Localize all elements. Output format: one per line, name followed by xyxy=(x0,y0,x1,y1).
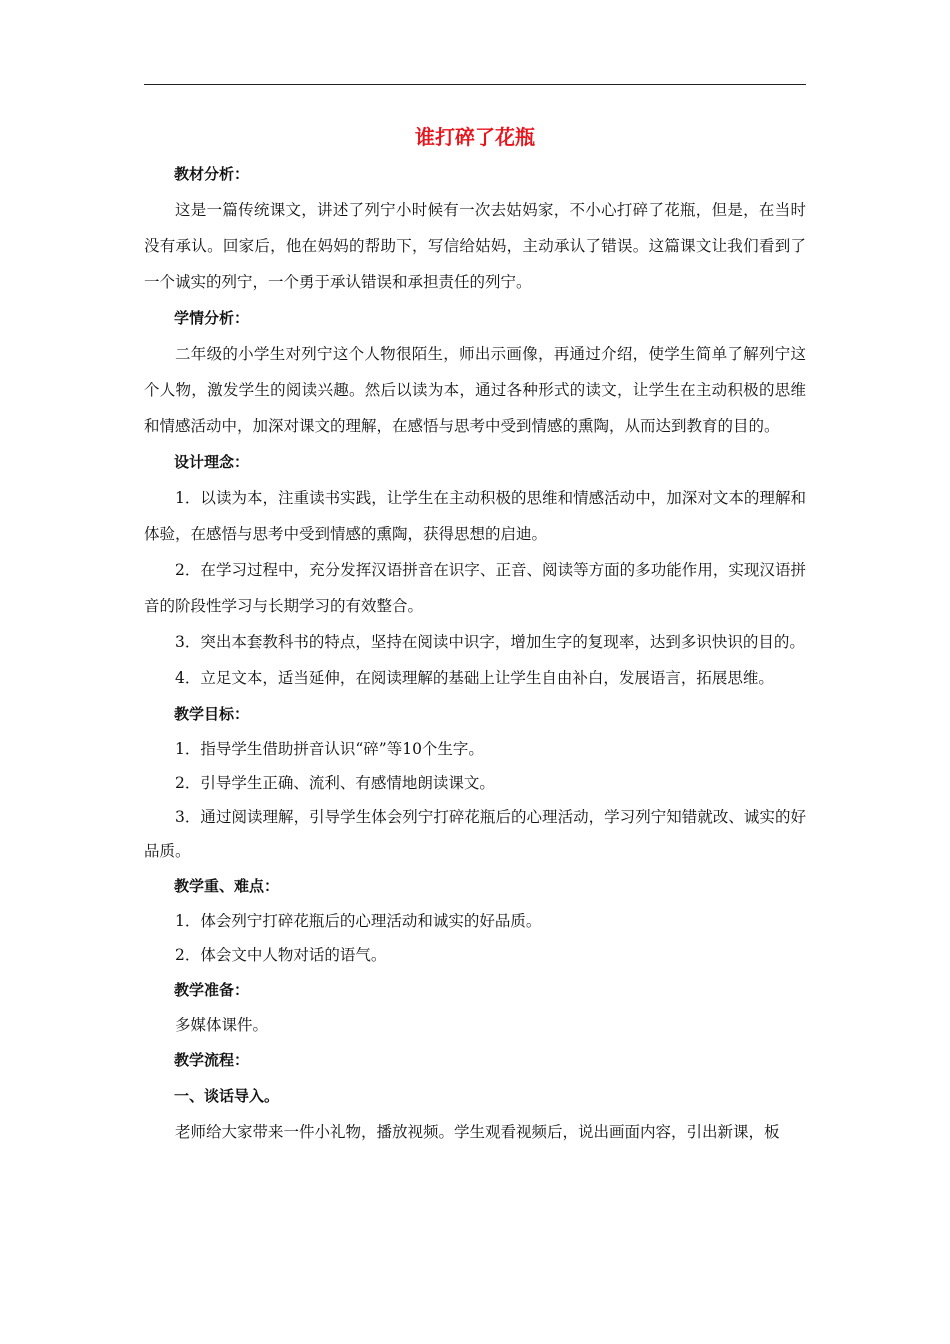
goal-item: 2．引导学生正确、流利、有感情地朗读课文。 xyxy=(175,774,495,792)
header-rule xyxy=(144,84,806,85)
section-heading-material: 教材分析： xyxy=(174,165,250,183)
focus-item: 2．体会文中人物对话的语气。 xyxy=(175,946,387,964)
section-heading-flow: 教学流程： xyxy=(174,1051,250,1069)
section-heading-goals: 教学目标： xyxy=(174,705,250,723)
paragraph-prep: 多媒体课件。 xyxy=(175,1016,269,1034)
section-heading-design: 设计理念： xyxy=(174,453,250,471)
focus-item: 1．体会列宁打碎花瓶后的心理活动和诚实的好品质。 xyxy=(175,912,542,930)
flow-step-heading: 一、谈话导入。 xyxy=(174,1087,280,1105)
section-heading-focus: 教学重、难点： xyxy=(174,877,280,895)
design-item: 3．突出本套教科书的特点，坚持在阅读中识字，增加生字的复现率，达到多识快识的目的。 xyxy=(175,633,805,651)
flow-step-text: 老师给大家带来一件小礼物，播放视频。学生观看视频后，说出画面内容，引出新课，板 xyxy=(175,1123,780,1141)
design-item: 4．立足文本，适当延伸，在阅读理解的基础上让学生自由补白，发展语言，拓展思维。 xyxy=(175,669,774,687)
document-title: 谁打碎了花瓶 xyxy=(415,125,535,149)
section-heading-students: 学情分析： xyxy=(174,309,250,327)
document-body xyxy=(144,122,806,1150)
goal-item: 3．通过阅读理解，引导学生体会列宁打碎花瓶后的心理活动，学习列宁知错就改、诚实的好品质。 xyxy=(144,808,806,860)
paragraph-material: 这是一篇传统课文，讲述了列宁小时候有一次去姑妈家，不小心打碎了花瓶，但是，在当时没有承认。回家后，他在妈妈的帮助下，写信给姑妈，主动承认了错误。这篇课文让我们看到了一个诚实的列宁，一个勇于承认错误和承担责任的列宁。 xyxy=(144,201,806,291)
section-heading-prep: 教学准备： xyxy=(174,981,250,999)
design-item: 1．以读为本，注重读书实践，让学生在主动积极的思维和情感活动中，加深对文本的理解和体验，在感悟与思考中受到情感的熏陶，获得思想的启迪。 xyxy=(144,489,806,543)
design-item: 2．在学习过程中，充分发挥汉语拼音在识字、正音、阅读等方面的多功能作用，实现汉语拼音的阶段性学习与长期学习的有效整合。 xyxy=(144,561,806,615)
paragraph-students: 二年级的小学生对列宁这个人物很陌生，师出示画像，再通过介绍，使学生简单了解列宁这个人物，激发学生的阅读兴趣。然后以读为本，通过各种形式的读文，让学生在主动积极的思维和情感活动中，加深对课文的理解，在感悟与思考中受到情感的熏陶，从而达到教育的目的。 xyxy=(144,345,806,435)
goal-item: 1．指导学生借助拼音认识“碎”等10个生字。 xyxy=(175,740,484,758)
